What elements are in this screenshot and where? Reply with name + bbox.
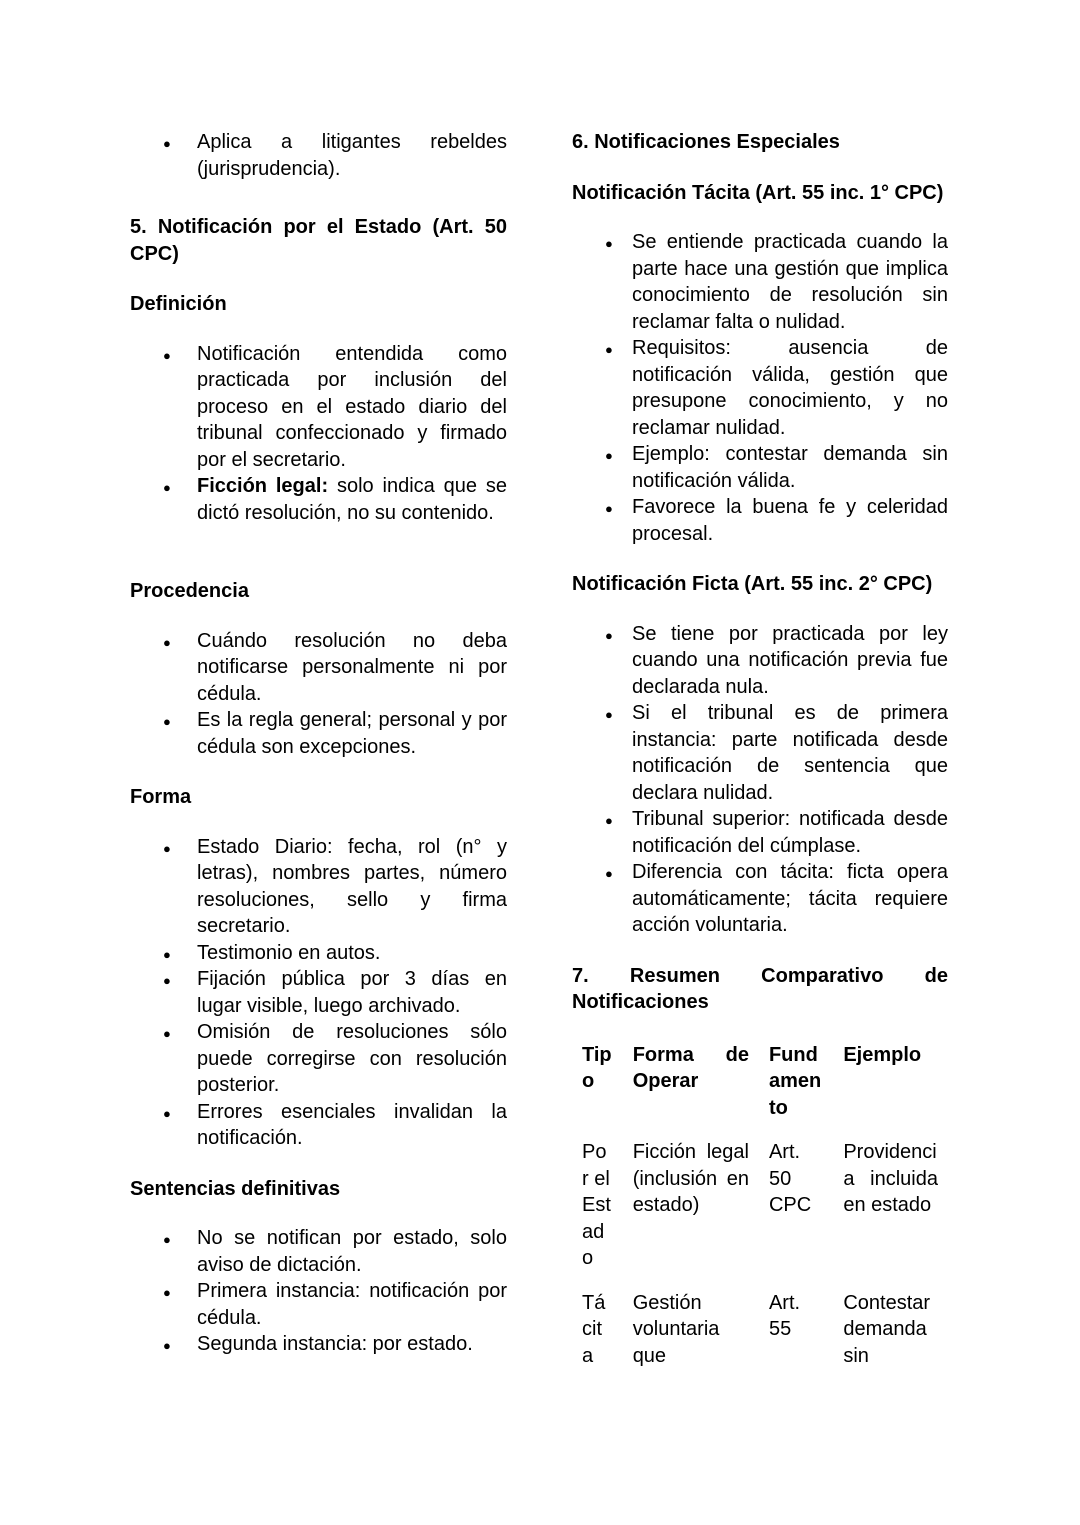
table-cell: Gestión voluntaria que bbox=[632, 1291, 720, 1367]
bullet-text: Es la regla general; personal y por cédula son excepciones. bbox=[197, 709, 507, 758]
bullet-text: Errores esenciales invalidan la notificación. bbox=[197, 1100, 507, 1149]
definicion-heading: Definición bbox=[130, 293, 227, 315]
bullet-item bbox=[572, 700, 948, 806]
bullet-item bbox=[130, 341, 507, 474]
bullet-item bbox=[572, 494, 948, 547]
bullet-icon: ● bbox=[163, 1338, 171, 1353]
sentencias-list bbox=[130, 1225, 507, 1358]
right-column bbox=[572, 129, 948, 1378]
table-cell: Providencia incluida en estado bbox=[843, 1141, 938, 1216]
definicion-list bbox=[130, 341, 507, 527]
bullet-icon: ● bbox=[163, 347, 171, 363]
intro-list bbox=[130, 129, 507, 182]
ficta-list bbox=[572, 621, 948, 939]
bullet-item bbox=[130, 707, 507, 760]
bullet-text: Tribunal superior: notificada desde notificación del cúmplase. bbox=[632, 808, 948, 857]
bullet-icon: ● bbox=[605, 866, 613, 881]
bullet-item bbox=[130, 129, 507, 182]
bullet-text-bold: Ficción legal: bbox=[197, 475, 329, 497]
bullet-text: Testimonio en autos. bbox=[197, 941, 381, 964]
table-cell: Tácita bbox=[582, 1291, 606, 1367]
bullet-icon: ● bbox=[163, 1285, 171, 1300]
bullet-text: Segunda instancia: por estado. bbox=[197, 1333, 473, 1355]
bullet-icon: ● bbox=[163, 946, 171, 962]
bullet-text: Se entiende practicada cuando la parte hace una gestión que implica conocimiento de resolución sin reclamar falta o nulidad. bbox=[632, 231, 948, 333]
table-cell: Ficción legal (inclusión en estado) bbox=[632, 1141, 749, 1216]
bullet-icon: ● bbox=[163, 1232, 171, 1247]
table-cell: Art. 50 CPC bbox=[768, 1141, 812, 1216]
bullet-icon: ● bbox=[163, 973, 171, 988]
table-header-cell: Ejemplo bbox=[843, 1043, 922, 1066]
forma-list bbox=[130, 834, 507, 1152]
bullet-text: Aplica a litigantes rebeldes (jurisprudencia). bbox=[197, 131, 507, 180]
left-column bbox=[130, 129, 507, 1358]
table-cell: Por el Estado bbox=[582, 1141, 611, 1269]
bullet-item bbox=[130, 628, 507, 708]
procedencia-list bbox=[130, 628, 507, 761]
ficta-heading: Notificación Ficta (Art. 55 inc. 2° CPC) bbox=[572, 573, 933, 595]
bullet-item bbox=[130, 940, 507, 967]
bullet-text: Si el tribunal es de primera instancia: parte notificada desde notificación de sentencia que declara nulidad. bbox=[632, 702, 948, 804]
bullet-item bbox=[572, 441, 948, 494]
table-header-row bbox=[572, 1033, 948, 1131]
bullet-icon: ● bbox=[605, 236, 613, 251]
bullet-item bbox=[572, 806, 948, 859]
bullet-text: Omisión de resoluciones sólo puede corregirse con resolución posterior. bbox=[197, 1021, 507, 1096]
sentencias-heading: Sentencias definitivas bbox=[130, 1177, 341, 1200]
bullet-icon: ● bbox=[163, 840, 171, 856]
bullet-icon: ● bbox=[163, 714, 171, 729]
table-header-cell: Forma de Operar bbox=[632, 1043, 749, 1092]
section-7-title: 7. Resumen Comparativo de Notificaciones bbox=[572, 964, 948, 1013]
bullet-text: Diferencia con tácita: ficta opera automáticamente; tácita requiere acción voluntaria. bbox=[632, 861, 948, 936]
bullet-icon: ● bbox=[163, 136, 171, 151]
bullet-icon: ● bbox=[605, 448, 613, 463]
table-row bbox=[572, 1281, 948, 1379]
table-header-cell: Fundamento bbox=[768, 1043, 822, 1119]
bullet-item bbox=[130, 1331, 507, 1358]
summary-table bbox=[572, 1033, 948, 1379]
bullet-text: solo indica que se dictó resolución, no su contenido. bbox=[197, 475, 507, 524]
bullet-item bbox=[130, 1278, 507, 1331]
bullet-text: Favorece la buena fe y celeridad procesal. bbox=[632, 496, 948, 545]
bullet-text: Cuándo resolución no deba notificarse personalmente ni por cédula. bbox=[197, 629, 507, 705]
page-columns bbox=[130, 129, 948, 1378]
bullet-icon: ● bbox=[605, 627, 613, 643]
section-5-title: 5. Notificación por el Estado (Art. 50 CPC) bbox=[130, 216, 507, 265]
bullet-item bbox=[572, 621, 948, 701]
bullet-icon: ● bbox=[163, 634, 171, 650]
bullet-icon: ● bbox=[163, 480, 171, 495]
bullet-text: Notificación entendida como practicada por inclusión del proceso en el estado diario del tribunal confeccionado y firmado por el secretario. bbox=[197, 342, 507, 471]
bullet-item bbox=[572, 859, 948, 939]
bullet-icon: ● bbox=[605, 501, 613, 516]
bullet-icon: ● bbox=[163, 1105, 171, 1121]
bullet-item bbox=[130, 1225, 507, 1278]
bullet-item bbox=[572, 229, 948, 335]
table-cell: Contestar demanda sin bbox=[843, 1291, 931, 1367]
tacita-list bbox=[572, 229, 948, 547]
bullet-text: Primera instancia: notificación por cédula. bbox=[197, 1280, 507, 1329]
bullet-text: Se tiene por practicada por ley cuando una notificación previa fue declarada nula. bbox=[632, 622, 948, 698]
bullet-icon: ● bbox=[605, 707, 613, 722]
bullet-icon: ● bbox=[605, 342, 613, 357]
bullet-item bbox=[572, 335, 948, 441]
bullet-item bbox=[130, 834, 507, 940]
tacita-heading: Notificación Tácita (Art. 55 inc. 1° CPC) bbox=[572, 181, 944, 204]
bullet-item bbox=[130, 473, 507, 526]
bullet-icon: ● bbox=[163, 1026, 171, 1041]
section-6-title: 6. Notificaciones Especiales bbox=[572, 131, 840, 153]
table-cell: Art. 55 bbox=[768, 1291, 801, 1340]
bullet-text: Estado Diario: fecha, rol (n° y letras), nombres partes, número resoluciones, sello y firma secretario. bbox=[197, 835, 507, 937]
bullet-text: Ejemplo: contestar demanda sin notificación válida. bbox=[632, 443, 948, 492]
bullet-item bbox=[130, 1099, 507, 1152]
bullet-text: Fijación pública por 3 días en lugar visible, luego archivado. bbox=[197, 968, 507, 1017]
bullet-item bbox=[130, 1019, 507, 1099]
forma-heading: Forma bbox=[130, 786, 192, 808]
bullet-text: Requisitos: ausencia de notificación válida, gestión que presupone conocimiento, y no reclamar nulidad. bbox=[632, 337, 948, 439]
table-row bbox=[572, 1130, 948, 1281]
bullet-item bbox=[130, 966, 507, 1019]
bullet-icon: ● bbox=[605, 813, 613, 828]
table-header-cell: Tipo bbox=[582, 1043, 612, 1092]
procedencia-heading: Procedencia bbox=[130, 580, 249, 602]
bullet-text: No se notifican por estado, solo aviso de dictación. bbox=[197, 1227, 507, 1276]
